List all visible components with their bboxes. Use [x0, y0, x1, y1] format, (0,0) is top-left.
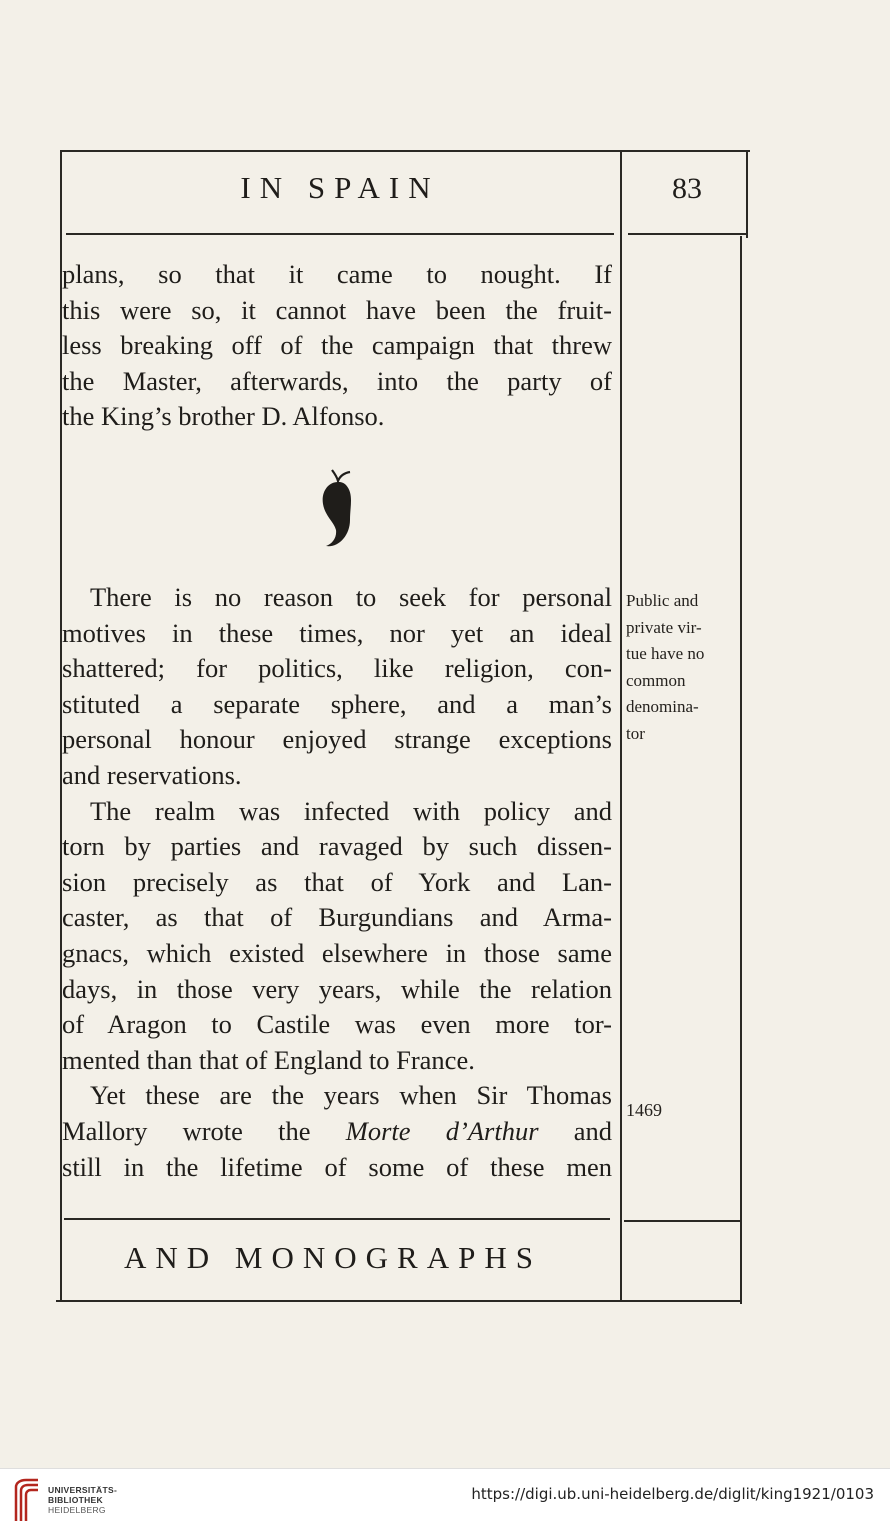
- text-fragment: Mallory wrote the: [62, 1115, 346, 1146]
- frame-right-rule-upper: [746, 150, 748, 238]
- library-footer-bar: [0, 1468, 890, 1531]
- text-line: the Master, afterwards, into the party of: [62, 365, 612, 396]
- frame-top-rule: [60, 150, 750, 152]
- library-name-line: UNIVERSITÄTS-: [48, 1485, 118, 1495]
- text-line: mented than that of England to France.: [62, 1044, 475, 1075]
- text-line: the King’s brother D. Alfonso.: [62, 401, 385, 432]
- text-line: There is no reason to seek for personal: [90, 582, 612, 612]
- library-name-line: BIBLIOTHEK: [48, 1495, 103, 1505]
- text-line: and reservations.: [62, 759, 242, 790]
- frame-column-divider: [620, 150, 622, 1300]
- library-logo-icon: [12, 1477, 40, 1523]
- footer-rule-left: [64, 1218, 610, 1220]
- text-line: sion precisely as that of York and Lan-: [62, 866, 612, 897]
- text-line: shattered; for politics, like religion, con-: [62, 653, 612, 684]
- text-line: caster, as that of Burgundians and Arma-: [62, 902, 612, 933]
- text-block-main: [62, 580, 612, 1185]
- running-head: IN SPAIN: [240, 170, 440, 205]
- text-block-top: [62, 257, 612, 435]
- margin-note-line: common: [626, 670, 686, 690]
- text-line: [62, 1114, 612, 1150]
- footer-rule-right: [624, 1220, 742, 1222]
- fleuron-ornament-icon: [318, 466, 358, 550]
- margin-note-line: denomina-: [626, 697, 699, 716]
- text-fragment: and: [538, 1115, 613, 1146]
- text-line: torn by parties and ravaged by such dissen-: [62, 831, 612, 862]
- text-line: of Aragon to Castile was even more tor-: [62, 1009, 612, 1040]
- text-line: gnacs, which existed elsewhere in those same: [62, 937, 612, 968]
- frame-bottom-rule: [56, 1300, 742, 1302]
- margin-note-virtue: [626, 588, 746, 747]
- text-line: motives in these times, nor yet an ideal: [62, 617, 612, 648]
- margin-note-year: 1469: [626, 1100, 662, 1120]
- library-name: [48, 1485, 117, 1515]
- margin-note-line: private vir-: [626, 617, 702, 637]
- text-line: personal honour enjoyed strange exceptions: [62, 724, 612, 755]
- margin-note-line: tue have no: [626, 644, 705, 663]
- text-line: plans, so that it came to nought. If: [62, 259, 612, 289]
- permalink-url[interactable]: https://digi.ub.uni-heidelberg.de/diglit/king1921/0103: [471, 1485, 874, 1503]
- page-number: 83: [672, 172, 702, 205]
- margin-note-line: tor: [626, 723, 645, 743]
- frame-right-rule: [740, 236, 742, 1304]
- text-line: Yet these are the years when Sir Thomas: [90, 1080, 612, 1111]
- text-line: this were so, it cannot have been the fruit-: [62, 294, 612, 325]
- text-line: days, in those very years, while the relation: [62, 973, 612, 1004]
- margin-note-line: Public and: [626, 591, 699, 610]
- book-title: Morte d’Arthur: [345, 1115, 539, 1146]
- header-rule-right: [628, 233, 748, 235]
- text-line: less breaking off of the campaign that threw: [62, 330, 612, 361]
- text-line: stituted a separate sphere, and a man’s: [62, 688, 612, 719]
- running-foot: AND MONOGRAPHS: [124, 1240, 542, 1275]
- text-line: still in the lifetime of some of these men: [62, 1151, 612, 1182]
- library-name-line: HEIDELBERG: [48, 1505, 106, 1515]
- text-line: The realm was infected with policy and: [90, 795, 612, 826]
- header-rule-left: [66, 233, 614, 235]
